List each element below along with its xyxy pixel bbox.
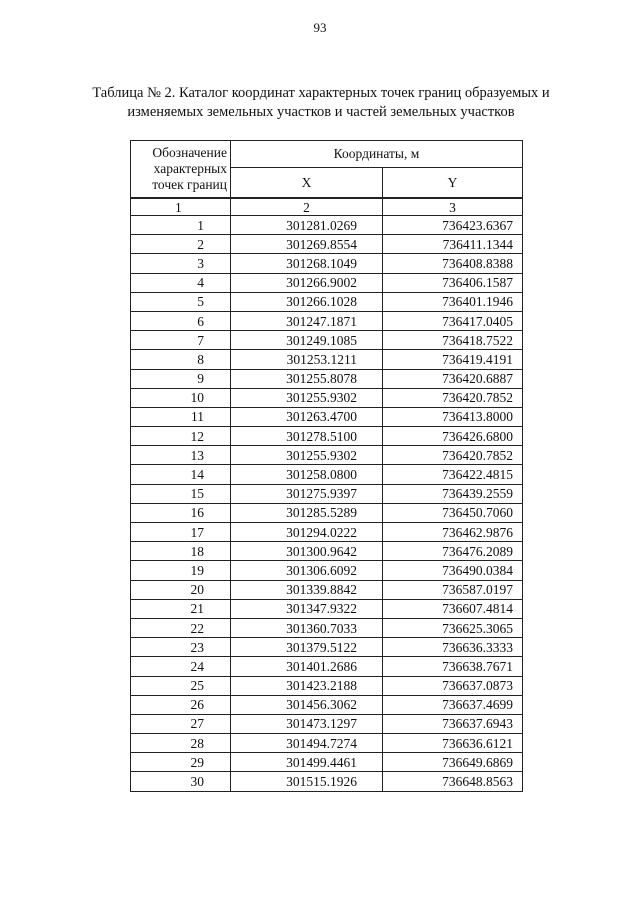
point-cell: 3 bbox=[131, 254, 231, 273]
y-coordinate-cell: 736638.7671 bbox=[383, 657, 523, 676]
x-coordinate-cell: 301401.2686 bbox=[231, 657, 383, 676]
table-caption bbox=[60, 84, 582, 122]
point-cell: 1 bbox=[131, 216, 231, 235]
table-row bbox=[131, 235, 523, 254]
x-coordinate-cell: 301456.3062 bbox=[231, 695, 383, 714]
point-cell: 29 bbox=[131, 753, 231, 772]
point-cell: 27 bbox=[131, 714, 231, 733]
y-coordinate-cell: 736625.3065 bbox=[383, 618, 523, 637]
table-row bbox=[131, 695, 523, 714]
y-coordinate-cell: 736420.7852 bbox=[383, 388, 523, 407]
table-row bbox=[131, 657, 523, 676]
caption-line-1: Таблица № 2. Каталог координат характерных точек границ образуемых и bbox=[92, 85, 550, 101]
y-coordinate-cell: 736648.8563 bbox=[383, 772, 523, 791]
y-coordinate-cell: 736411.1344 bbox=[383, 235, 523, 254]
y-coordinate-cell: 736426.6800 bbox=[383, 427, 523, 446]
x-column-header: X bbox=[231, 168, 383, 198]
y-coordinate-cell: 736420.7852 bbox=[383, 446, 523, 465]
y-coordinate-cell: 736476.2089 bbox=[383, 542, 523, 561]
table-row bbox=[131, 427, 523, 446]
table-row bbox=[131, 292, 523, 311]
x-coordinate-cell: 301278.5100 bbox=[231, 427, 383, 446]
y-coordinate-cell: 736422.4815 bbox=[383, 465, 523, 484]
point-cell: 12 bbox=[131, 427, 231, 446]
x-coordinate-cell: 301255.9302 bbox=[231, 388, 383, 407]
point-cell: 23 bbox=[131, 638, 231, 657]
y-coordinate-cell: 736450.7060 bbox=[383, 503, 523, 522]
x-coordinate-cell: 301247.1871 bbox=[231, 311, 383, 330]
table-row bbox=[131, 503, 523, 522]
x-coordinate-cell: 301258.0800 bbox=[231, 465, 383, 484]
x-coordinate-cell: 301281.0269 bbox=[231, 216, 383, 235]
point-cell: 28 bbox=[131, 734, 231, 753]
point-cell: 16 bbox=[131, 503, 231, 522]
y-coordinate-cell: 736418.7522 bbox=[383, 331, 523, 350]
table-row bbox=[131, 580, 523, 599]
point-cell: 8 bbox=[131, 350, 231, 369]
table-row bbox=[131, 311, 523, 330]
point-cell: 24 bbox=[131, 657, 231, 676]
y-coordinate-cell: 736419.4191 bbox=[383, 350, 523, 369]
table-row bbox=[131, 638, 523, 657]
x-coordinate-cell: 301306.6092 bbox=[231, 561, 383, 580]
point-cell: 13 bbox=[131, 446, 231, 465]
y-coordinate-cell: 736420.6887 bbox=[383, 369, 523, 388]
point-cell: 4 bbox=[131, 273, 231, 292]
point-cell: 22 bbox=[131, 618, 231, 637]
table-row bbox=[131, 523, 523, 542]
page-number: 93 bbox=[313, 20, 327, 35]
point-cell: 11 bbox=[131, 407, 231, 426]
y-coordinate-cell: 736637.0873 bbox=[383, 676, 523, 695]
column-number: 3 bbox=[383, 198, 523, 216]
point-designation-header bbox=[131, 141, 231, 199]
column-number: 2 bbox=[231, 198, 383, 216]
table-row bbox=[131, 273, 523, 292]
x-coordinate-cell: 301266.9002 bbox=[231, 273, 383, 292]
x-coordinate-cell: 301263.4700 bbox=[231, 407, 383, 426]
table-row bbox=[131, 465, 523, 484]
x-coordinate-cell: 301266.1028 bbox=[231, 292, 383, 311]
point-cell: 30 bbox=[131, 772, 231, 791]
point-cell: 15 bbox=[131, 484, 231, 503]
point-cell: 6 bbox=[131, 311, 231, 330]
header-line: Обозначение bbox=[152, 145, 227, 160]
table-row bbox=[131, 772, 523, 791]
x-coordinate-cell: 301499.4461 bbox=[231, 753, 383, 772]
table-row bbox=[131, 254, 523, 273]
point-cell: 19 bbox=[131, 561, 231, 580]
table-body bbox=[131, 198, 523, 791]
x-coordinate-cell: 301515.1926 bbox=[231, 772, 383, 791]
x-coordinate-cell: 301255.9302 bbox=[231, 446, 383, 465]
table-row bbox=[131, 407, 523, 426]
column-number: 1 bbox=[131, 198, 231, 216]
x-coordinate-cell: 301360.7033 bbox=[231, 618, 383, 637]
y-coordinate-cell: 736607.4814 bbox=[383, 599, 523, 618]
y-coordinate-cell: 736637.4699 bbox=[383, 695, 523, 714]
y-coordinate-cell: 736417.0405 bbox=[383, 311, 523, 330]
x-coordinate-cell: 301294.0222 bbox=[231, 523, 383, 542]
table-row bbox=[131, 369, 523, 388]
point-cell: 14 bbox=[131, 465, 231, 484]
y-coordinate-cell: 736406.1587 bbox=[383, 273, 523, 292]
y-coordinate-cell: 736636.6121 bbox=[383, 734, 523, 753]
table-row bbox=[131, 676, 523, 695]
point-cell: 21 bbox=[131, 599, 231, 618]
table-row bbox=[131, 618, 523, 637]
y-coordinate-cell: 736439.2559 bbox=[383, 484, 523, 503]
table-row bbox=[131, 734, 523, 753]
point-cell: 9 bbox=[131, 369, 231, 388]
point-cell: 5 bbox=[131, 292, 231, 311]
table-row bbox=[131, 388, 523, 407]
x-coordinate-cell: 301379.5122 bbox=[231, 638, 383, 657]
x-coordinate-cell: 301249.1085 bbox=[231, 331, 383, 350]
table-row bbox=[131, 561, 523, 580]
y-coordinate-cell: 736649.6869 bbox=[383, 753, 523, 772]
y-column-header: Y bbox=[383, 168, 523, 198]
y-coordinate-cell: 736408.8388 bbox=[383, 254, 523, 273]
x-coordinate-cell: 301339.8842 bbox=[231, 580, 383, 599]
column-number-row bbox=[131, 198, 523, 216]
point-cell: 18 bbox=[131, 542, 231, 561]
x-coordinate-cell: 301347.9322 bbox=[231, 599, 383, 618]
table-row bbox=[131, 446, 523, 465]
table-row bbox=[131, 714, 523, 733]
y-coordinate-cell: 736462.9876 bbox=[383, 523, 523, 542]
x-coordinate-cell: 301494.7274 bbox=[231, 734, 383, 753]
x-coordinate-cell: 301473.1297 bbox=[231, 714, 383, 733]
point-cell: 25 bbox=[131, 676, 231, 695]
table-row bbox=[131, 350, 523, 369]
x-coordinate-cell: 301300.9642 bbox=[231, 542, 383, 561]
point-cell: 26 bbox=[131, 695, 231, 714]
coordinates-group-header: Координаты, м bbox=[231, 141, 523, 168]
y-coordinate-cell: 736413.8000 bbox=[383, 407, 523, 426]
table-row bbox=[131, 216, 523, 235]
y-coordinate-cell: 736587.0197 bbox=[383, 580, 523, 599]
table-header bbox=[131, 141, 523, 199]
coordinates-table bbox=[130, 140, 523, 792]
caption-line-2: изменяемых земельных участков и частей земельных участков bbox=[127, 104, 515, 120]
point-cell: 2 bbox=[131, 235, 231, 254]
table-row bbox=[131, 484, 523, 503]
y-coordinate-cell: 736423.6367 bbox=[383, 216, 523, 235]
point-cell: 10 bbox=[131, 388, 231, 407]
y-coordinate-cell: 736401.1946 bbox=[383, 292, 523, 311]
x-coordinate-cell: 301269.8554 bbox=[231, 235, 383, 254]
x-coordinate-cell: 301285.5289 bbox=[231, 503, 383, 522]
x-coordinate-cell: 301268.1049 bbox=[231, 254, 383, 273]
x-coordinate-cell: 301423.2188 bbox=[231, 676, 383, 695]
x-coordinate-cell: 301255.8078 bbox=[231, 369, 383, 388]
header-line: характерных bbox=[153, 161, 227, 176]
x-coordinate-cell: 301275.9397 bbox=[231, 484, 383, 503]
x-coordinate-cell: 301253.1211 bbox=[231, 350, 383, 369]
y-coordinate-cell: 736636.3333 bbox=[383, 638, 523, 657]
point-cell: 7 bbox=[131, 331, 231, 350]
table-row bbox=[131, 753, 523, 772]
header-line: точек границ bbox=[152, 177, 227, 192]
table-row bbox=[131, 542, 523, 561]
point-cell: 20 bbox=[131, 580, 231, 599]
table-row bbox=[131, 599, 523, 618]
point-cell: 17 bbox=[131, 523, 231, 542]
table-row bbox=[131, 331, 523, 350]
y-coordinate-cell: 736637.6943 bbox=[383, 714, 523, 733]
y-coordinate-cell: 736490.0384 bbox=[383, 561, 523, 580]
